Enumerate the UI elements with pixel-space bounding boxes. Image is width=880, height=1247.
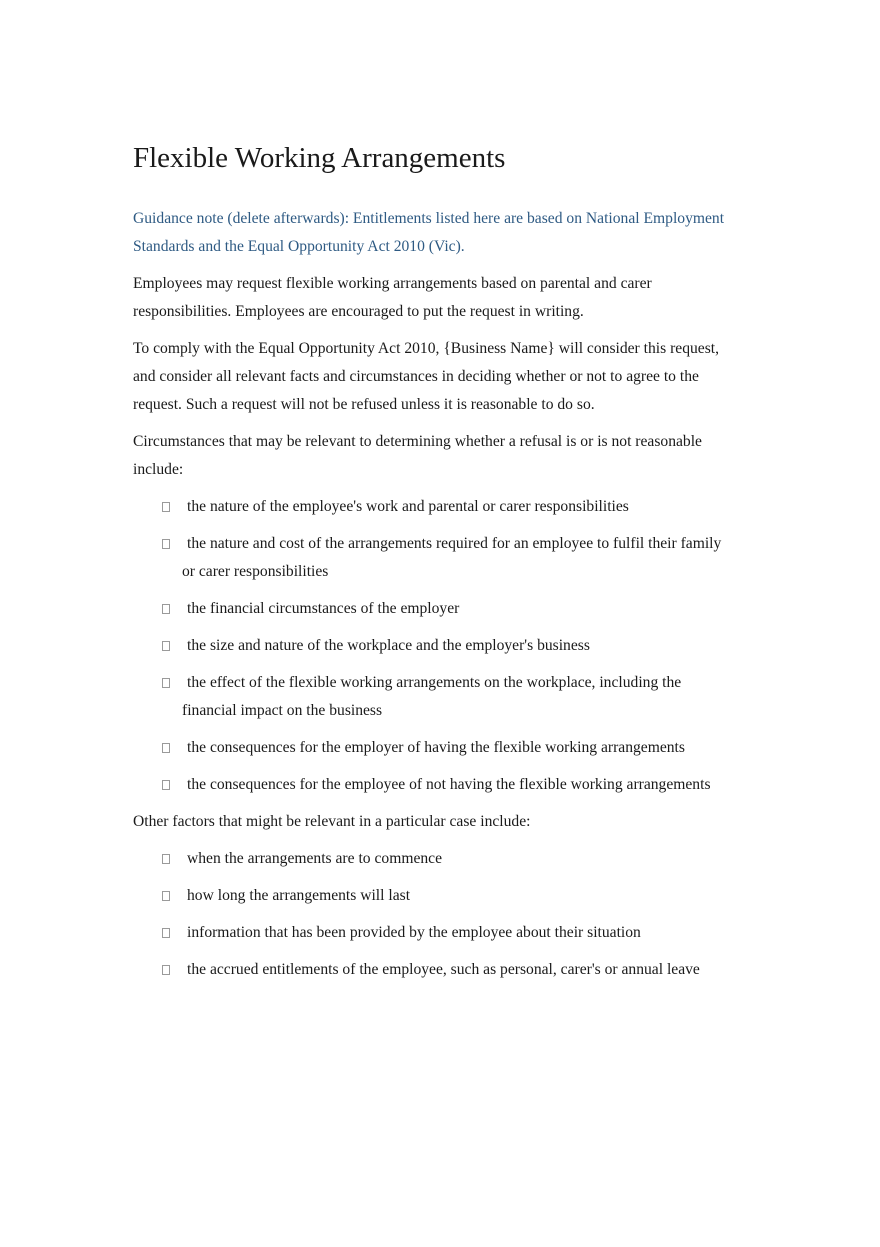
page-title: Flexible Working Arrangements	[133, 142, 506, 174]
list-item: the effect of the flexible working arrangements on the workplace, including the financial impact on the business	[133, 669, 733, 725]
empty-square-bullet-icon	[162, 502, 170, 512]
paragraph-other-factors-intro: Other factors that might be relevant in a particular case include:	[133, 813, 531, 830]
circumstances-list	[133, 493, 733, 799]
list-item: the nature of the employee's work and parental or carer responsibilities	[133, 493, 733, 521]
list-item: the consequences for the employee of not having the flexible working arrangements	[133, 771, 733, 799]
paragraph-circumstances-intro: Circumstances that may be relevant to determining whether a refusal is or is not reasonable include:	[133, 433, 702, 478]
list-item: the nature and cost of the arrangements required for an employee to fulfil their family or carer responsibilities	[133, 530, 733, 586]
paragraph-compliance: To comply with the Equal Opportunity Act 2010, {Business Name} will consider this request, and consider all relevant facts and circumstances in deciding whether or not to agree to the request. Such a request will not be refused unless it is reasonable to do so.	[133, 340, 720, 413]
other-factors-list	[133, 845, 733, 984]
empty-square-bullet-icon	[162, 604, 170, 614]
list-item: how long the arrangements will last	[133, 882, 733, 910]
empty-square-bullet-icon	[162, 891, 170, 901]
list-item: information that has been provided by the employee about their situation	[133, 919, 733, 947]
list-item: the financial circumstances of the employer	[133, 595, 733, 623]
paragraph-request: Employees may request flexible working arrangements based on parental and carer responsibilities. Employees are encouraged to put the request in writing.	[133, 275, 652, 320]
list-item: the consequences for the employer of having the flexible working arrangements	[133, 734, 733, 762]
empty-square-bullet-icon	[162, 854, 170, 864]
empty-square-bullet-icon	[162, 928, 170, 938]
empty-square-bullet-icon	[162, 641, 170, 651]
list-item: the size and nature of the workplace and the employer's business	[133, 632, 733, 660]
empty-square-bullet-icon	[162, 780, 170, 790]
empty-square-bullet-icon	[162, 539, 170, 549]
empty-square-bullet-icon	[162, 743, 170, 753]
guidance-note: Guidance note (delete afterwards): Entitlements listed here are based on National Employment Standards and the Equal Opportunity Act 2010 (Vic).	[133, 210, 725, 255]
empty-square-bullet-icon	[162, 678, 170, 688]
empty-square-bullet-icon	[162, 965, 170, 975]
list-item: when the arrangements are to commence	[133, 845, 733, 873]
list-item: the accrued entitlements of the employee, such as personal, carer's or annual leave	[133, 956, 733, 984]
document-page	[133, 138, 733, 993]
